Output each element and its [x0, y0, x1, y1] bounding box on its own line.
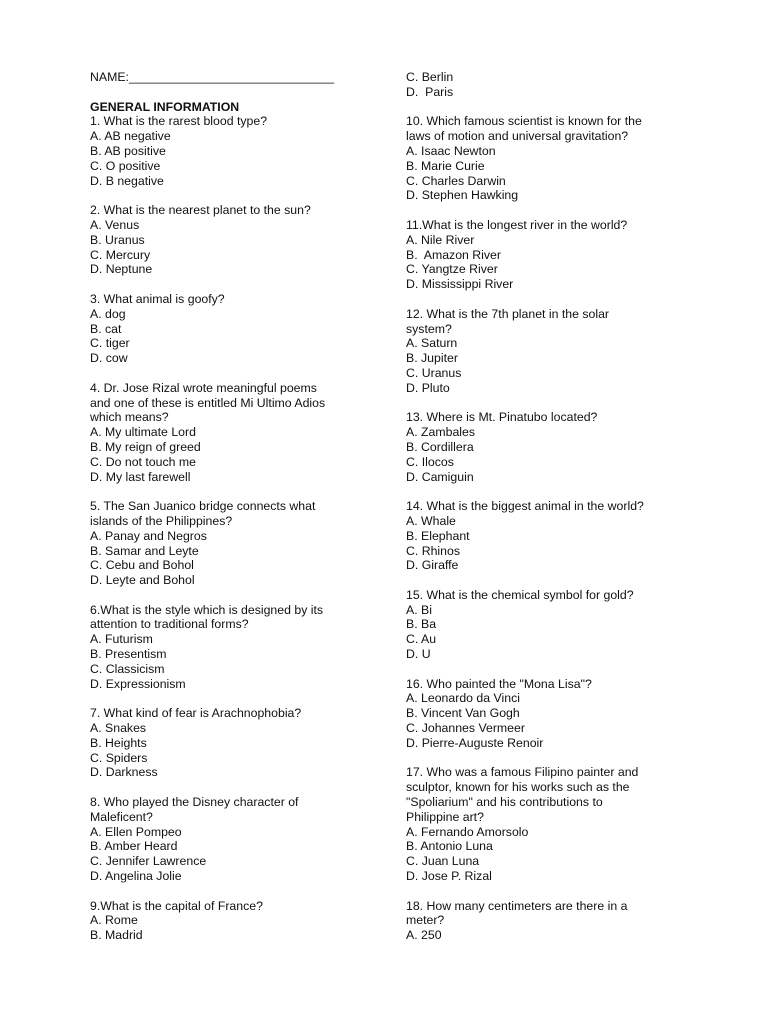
answer-option: C. Charles Darwin	[406, 173, 506, 188]
question-text: laws of motion and universal gravitation?	[406, 129, 629, 144]
name-field-label: NAME:______________________________	[90, 70, 335, 84]
question-text: 2. What is the nearest planet to the sun?	[90, 203, 311, 218]
answer-option: D. Darkness	[90, 765, 158, 780]
question-text: 17. Who was a famous Filipino painter and	[406, 765, 639, 780]
answer-option: D. Paris	[406, 84, 454, 99]
answer-option: D. My last farewell	[90, 469, 191, 484]
question-text: 1. What is the rarest blood type?	[90, 114, 268, 129]
answer-option: C. Ilocos	[406, 454, 454, 469]
question-block	[406, 499, 690, 573]
answer-option: C. O positive	[90, 158, 161, 173]
question-text: 14. What is the biggest animal in the world?	[406, 499, 644, 514]
question-block	[90, 203, 362, 277]
answer-option: B. Samar and Leyte	[90, 543, 199, 558]
question-text: which means?	[90, 410, 169, 425]
answer-option: A. 250	[406, 928, 442, 943]
question-block	[406, 765, 690, 883]
answer-option: D. B negative	[90, 173, 164, 188]
left-question-list	[90, 114, 362, 943]
answer-option: C. Uranus	[406, 365, 462, 380]
answer-option: A. Saturn	[406, 336, 458, 351]
answer-option: C. Spiders	[90, 750, 148, 765]
question-text: 5. The San Juanico bridge connects what	[90, 499, 316, 514]
answer-option: A. Venus	[90, 217, 140, 232]
question-text: 6.What is the style which is designed by its	[90, 602, 324, 617]
right-column	[406, 70, 690, 958]
answer-option: B. Amber Heard	[90, 839, 178, 854]
answer-option: A. dog	[90, 306, 126, 321]
answer-option: C. Do not touch me	[90, 454, 196, 469]
answer-option: B. Marie Curie	[406, 158, 485, 173]
answer-option: D. Angelina Jolie	[90, 869, 182, 884]
question-text: meter?	[406, 913, 445, 928]
answer-option: D. cow	[90, 351, 128, 366]
answer-option: B. cat	[90, 321, 122, 336]
question-text: 7. What kind of fear is Arachnophobia?	[90, 706, 302, 721]
question-text: 16. Who painted the "Mona Lisa"?	[406, 676, 592, 691]
question-block	[406, 114, 690, 203]
question-block	[90, 603, 362, 692]
question-text: 13. Where is Mt. Pinatubo located?	[406, 410, 598, 425]
question-text: islands of the Philippines?	[90, 513, 233, 528]
question-text: 10. Which famous scientist is known for the	[406, 114, 642, 129]
answer-option: A. Whale	[406, 513, 456, 528]
question-text: 11.What is the longest river in the world?	[406, 217, 628, 232]
left-column	[90, 70, 362, 958]
answer-option: B. Ba	[406, 617, 437, 632]
answer-option: A. Futurism	[90, 632, 153, 647]
question-block	[406, 218, 690, 292]
answer-option: A. My ultimate Lord	[90, 425, 196, 440]
answer-option: D. Leyte and Bohol	[90, 573, 195, 588]
question-block	[406, 410, 690, 484]
answer-option: B. Elephant	[406, 528, 470, 543]
answer-option: B. Vincent Van Gogh	[406, 706, 520, 721]
question-text: 12. What is the 7th planet in the solar	[406, 306, 610, 321]
answer-option: D. U	[406, 647, 431, 662]
question-text: system?	[406, 321, 452, 336]
answer-option: D. Camiguin	[406, 469, 474, 484]
answer-option: C. Rhinos	[406, 543, 460, 558]
answer-option: A. Nile River	[406, 232, 475, 247]
question-text: 4. Dr. Jose Rizal wrote meaningful poems	[90, 380, 317, 395]
answer-option: D. Stephen Hawking	[406, 188, 519, 203]
answer-option: D. Neptune	[90, 262, 153, 277]
section-title: GENERAL INFORMATION	[90, 99, 240, 114]
question-block	[406, 70, 690, 100]
answer-option: C. Au	[406, 632, 437, 647]
answer-option: D. Expressionism	[90, 676, 186, 691]
question-text: and one of these is entitled Mi Ultimo Adios	[90, 395, 326, 410]
answer-option: A. Bi	[406, 602, 432, 617]
answer-option: B. Jupiter	[406, 351, 458, 366]
question-block	[90, 899, 362, 943]
answer-option: B. Heights	[90, 735, 147, 750]
answer-option: C. tiger	[90, 336, 130, 351]
answer-option: B. Antonio Luna	[406, 839, 493, 854]
question-block	[90, 381, 362, 485]
answer-option: B. Presentism	[90, 647, 167, 662]
question-block	[90, 706, 362, 780]
answer-option: A. Rome	[90, 913, 138, 928]
answer-option: B. Madrid	[90, 928, 143, 943]
question-text: attention to traditional forms?	[90, 617, 249, 632]
answer-option: D. Jose P. Rizal	[406, 869, 492, 884]
answer-option: A. Fernando Amorsolo	[406, 824, 529, 839]
question-text: Maleficent?	[90, 809, 153, 824]
answer-option: C. Jennifer Lawrence	[90, 854, 207, 869]
question-text: 15. What is the chemical symbol for gold?	[406, 587, 634, 602]
answer-option: D. Giraffe	[406, 558, 459, 573]
answer-option: C. Berlin	[406, 70, 454, 84]
answer-option: B. AB positive	[90, 143, 166, 158]
right-question-list	[406, 70, 690, 943]
answer-option: B. Uranus	[90, 232, 145, 247]
question-text: "Spoliarium" and his contributions to	[406, 795, 603, 810]
answer-option: A. AB negative	[90, 129, 171, 144]
answer-option: B. Amazon River	[406, 247, 501, 262]
question-text: 9.What is the capital of France?	[90, 898, 263, 913]
question-block	[406, 588, 690, 662]
answer-option: D. Pierre-Auguste Renoir	[406, 735, 544, 750]
question-text: Philippine art?	[406, 809, 484, 824]
answer-option: C. Cebu and Bohol	[90, 558, 194, 573]
answer-option: A. Panay and Negros	[90, 528, 207, 543]
answer-option: A. Snakes	[90, 721, 147, 736]
answer-option: D. Mississippi River	[406, 277, 514, 292]
question-text: 8. Who played the Disney character of	[90, 795, 299, 810]
question-text: sculptor, known for his works such as the	[406, 780, 630, 795]
question-text: 3. What animal is goofy?	[90, 291, 225, 306]
answer-option: A. Isaac Newton	[406, 143, 496, 158]
question-block	[90, 499, 362, 588]
question-block	[90, 795, 362, 884]
answer-option: C. Yangtze River	[406, 262, 498, 277]
answer-option: A. Leonardo da Vinci	[406, 691, 520, 706]
answer-option: A. Ellen Pompeo	[90, 824, 182, 839]
answer-option: D. Pluto	[406, 380, 450, 395]
answer-option: B. Cordillera	[406, 439, 474, 454]
answer-option: B. My reign of greed	[90, 439, 201, 454]
answer-option: A. Zambales	[406, 425, 476, 440]
answer-option: C. Mercury	[90, 247, 151, 262]
answer-option: C. Johannes Vermeer	[406, 721, 525, 736]
answer-option: C. Juan Luna	[406, 854, 480, 869]
question-text: 18. How many centimeters are there in a	[406, 898, 628, 913]
answer-option: C. Classicism	[90, 661, 165, 676]
question-block	[90, 292, 362, 366]
question-block	[90, 114, 362, 188]
question-block	[406, 677, 690, 751]
question-block	[406, 307, 690, 396]
question-block	[406, 899, 690, 943]
